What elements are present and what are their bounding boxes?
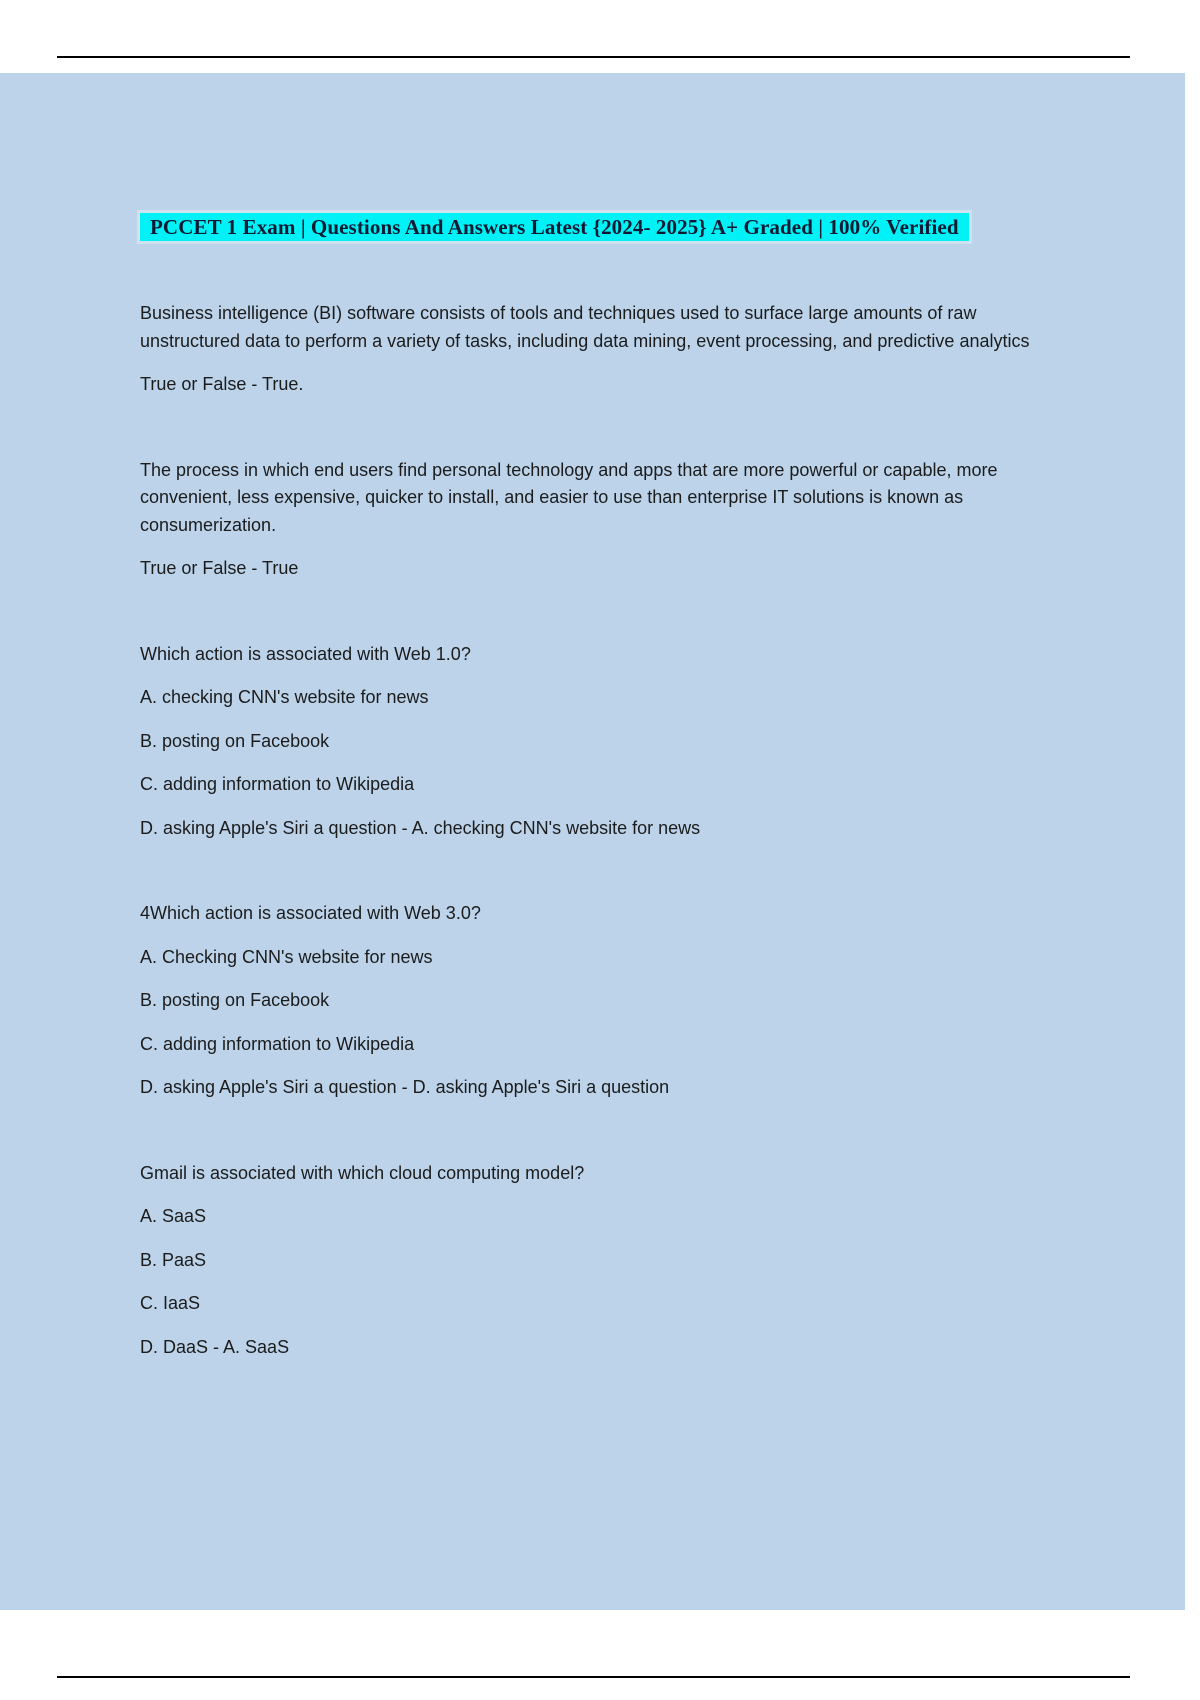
question-text: The process in which end users find personal technology and apps that are more powerful or capable, more convenient, less expensive, quicker to install, and easier to use than enterprise IT solutions is known as consumerization. xyxy=(140,459,998,535)
option-d-answer: D. asking Apple's Siri a question - D. asking Apple's Siri a question xyxy=(140,1077,670,1097)
question-text: Business intelligence (BI) software consists of tools and techniques used to surface large amounts of raw unstructured data to perform a variety of tasks, including data mining, event processing, and predictive analytics xyxy=(140,303,1030,351)
qa-block-2 xyxy=(140,457,1060,583)
qa-block-5 xyxy=(140,1160,1060,1362)
option-c: C. adding information to Wikipedia xyxy=(140,1033,415,1054)
question-text: 4Which action is associated with Web 3.0? xyxy=(140,903,481,923)
answer-line: True or False - True xyxy=(140,558,299,578)
option-a: A. Checking CNN's website for news xyxy=(140,946,433,967)
qa-content xyxy=(140,300,1060,1419)
option-c: C. adding information to Wikipedia xyxy=(140,774,415,794)
qa-block-3 xyxy=(140,641,1060,843)
qa-block-4 xyxy=(140,900,1060,1102)
footer-rule xyxy=(57,1676,1130,1678)
qa-block-1 xyxy=(140,300,1060,399)
option-b: B. posting on Facebook xyxy=(140,990,330,1010)
answer-line: True or False - True. xyxy=(140,374,304,394)
option-c: C. IaaS xyxy=(140,1293,201,1313)
title-highlight xyxy=(140,213,969,241)
option-b: B. PaaS xyxy=(140,1249,207,1270)
option-b: B. posting on Facebook xyxy=(140,730,330,751)
option-d-answer: D. DaaS - A. SaaS xyxy=(140,1336,290,1357)
question-text: Gmail is associated with which cloud computing model? xyxy=(140,1162,585,1183)
option-a: A. SaaS xyxy=(140,1206,207,1226)
option-a: A. checking CNN's website for news xyxy=(140,687,429,707)
header-rule xyxy=(57,56,1130,58)
document-title: PCCET 1 Exam | Questions And Answers Latest {2024- 2025} A+ Graded | 100% Verified xyxy=(150,214,959,239)
question-text: Which action is associated with Web 1.0? xyxy=(140,643,471,664)
option-d-answer: D. asking Apple's Siri a question - A. checking CNN's website for news xyxy=(140,817,701,838)
